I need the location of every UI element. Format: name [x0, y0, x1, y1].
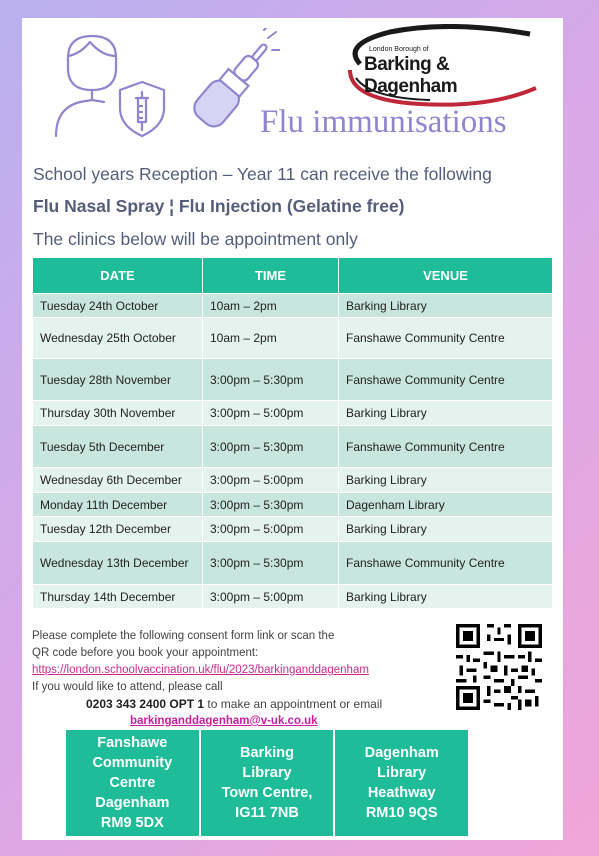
logo-name: Barking & Dagenham	[364, 54, 458, 97]
cell-time: 10am – 2pm	[203, 294, 339, 318]
consent-line-3: If you would like to attend, please call	[32, 681, 223, 693]
cell-venue: Barking Library	[339, 517, 553, 542]
clinic-schedule-table	[32, 257, 553, 609]
cell-time: 3:00pm – 5:30pm	[203, 426, 339, 468]
phone-suffix: to make an appointment or email	[204, 697, 383, 711]
table-row	[33, 585, 553, 609]
cell-venue: Barking Library	[339, 585, 553, 609]
cell-date: Wednesday 6th December	[33, 468, 203, 493]
cell-time: 3:00pm – 5:00pm	[203, 585, 339, 609]
cell-venue: Barking Library	[339, 294, 553, 318]
person-shield-icon	[56, 36, 164, 136]
borough-logo	[340, 24, 544, 112]
cell-time: 10am – 2pm	[203, 318, 339, 359]
header-time: TIME	[203, 258, 339, 294]
cell-venue: Dagenham Library	[339, 493, 553, 517]
consent-info	[32, 628, 369, 696]
cell-time: 3:00pm – 5:30pm	[203, 359, 339, 401]
vaccine-types: Flu Nasal Spray ¦ Flu Injection (Gelatine free)	[33, 196, 405, 216]
cell-date: Tuesday 28th November	[33, 359, 203, 401]
table-row	[33, 468, 553, 493]
cell-date: Thursday 14th December	[33, 585, 203, 609]
cell-venue: Barking Library	[339, 468, 553, 493]
cell-time: 3:00pm – 5:30pm	[203, 493, 339, 517]
table-row	[33, 318, 553, 359]
cell-date: Tuesday 12th December	[33, 517, 203, 542]
cell-date: Monday 11th December	[33, 493, 203, 517]
cell-date: Wednesday 13th December	[33, 542, 203, 585]
cell-venue: Barking Library	[339, 401, 553, 426]
cell-venue: Fanshawe Community Centre	[339, 542, 553, 585]
page-title: Flu immunisations	[260, 104, 507, 140]
venue-box-fanshawe: Fanshawe Community Centre Dagenham RM9 5DX	[66, 730, 201, 836]
consent-line-2: QR code before you book your appointment:	[32, 647, 259, 659]
cell-date: Thursday 30th November	[33, 401, 203, 426]
cell-date: Tuesday 24th October	[33, 294, 203, 318]
cell-time: 3:00pm – 5:00pm	[203, 517, 339, 542]
cell-date: Wednesday 25th October	[33, 318, 203, 359]
consent-form-link[interactable]: https://london.schoolvaccination.uk/flu/2023/barkinganddagenham	[32, 664, 369, 676]
table-row	[33, 493, 553, 517]
cell-time: 3:00pm – 5:30pm	[203, 542, 339, 585]
illustration	[50, 28, 280, 140]
table-row	[33, 401, 553, 426]
venue-box-barking: Barking Library Town Centre, IG11 7NB	[201, 730, 336, 836]
venue-box-dagenham: Dagenham Library Heathway RM10 9QS	[335, 730, 468, 836]
eligibility-text: School years Reception – Year 11 can receive the following	[33, 164, 492, 184]
header-venue: VENUE	[339, 258, 553, 294]
consent-line-1: Please complete the following consent form link or scan the	[32, 630, 335, 642]
cell-venue: Fanshawe Community Centre	[339, 359, 553, 401]
appointment-note: The clinics below will be appointment only	[33, 229, 358, 249]
qr-code-icon[interactable]	[456, 624, 542, 710]
table-row	[33, 359, 553, 401]
phone-number[interactable]: 0203 343 2400 OPT 1	[86, 697, 205, 711]
cell-date: Tuesday 5th December	[33, 426, 203, 468]
table-row	[33, 542, 553, 585]
logo-small-text: London Borough of	[369, 46, 429, 53]
cell-venue: Fanshawe Community Centre	[339, 318, 553, 359]
table-row	[33, 294, 553, 318]
cell-time: 3:00pm – 5:00pm	[203, 468, 339, 493]
poster	[22, 18, 563, 840]
email-link[interactable]: barkinganddagenham@v-uk.co.uk	[130, 715, 318, 727]
cell-time: 3:00pm – 5:00pm	[203, 401, 339, 426]
table-row	[33, 517, 553, 542]
venue-addresses	[66, 730, 468, 836]
table-row	[33, 426, 553, 468]
phone-line	[86, 697, 382, 711]
header-date: DATE	[33, 258, 203, 294]
cell-venue: Fanshawe Community Centre	[339, 426, 553, 468]
